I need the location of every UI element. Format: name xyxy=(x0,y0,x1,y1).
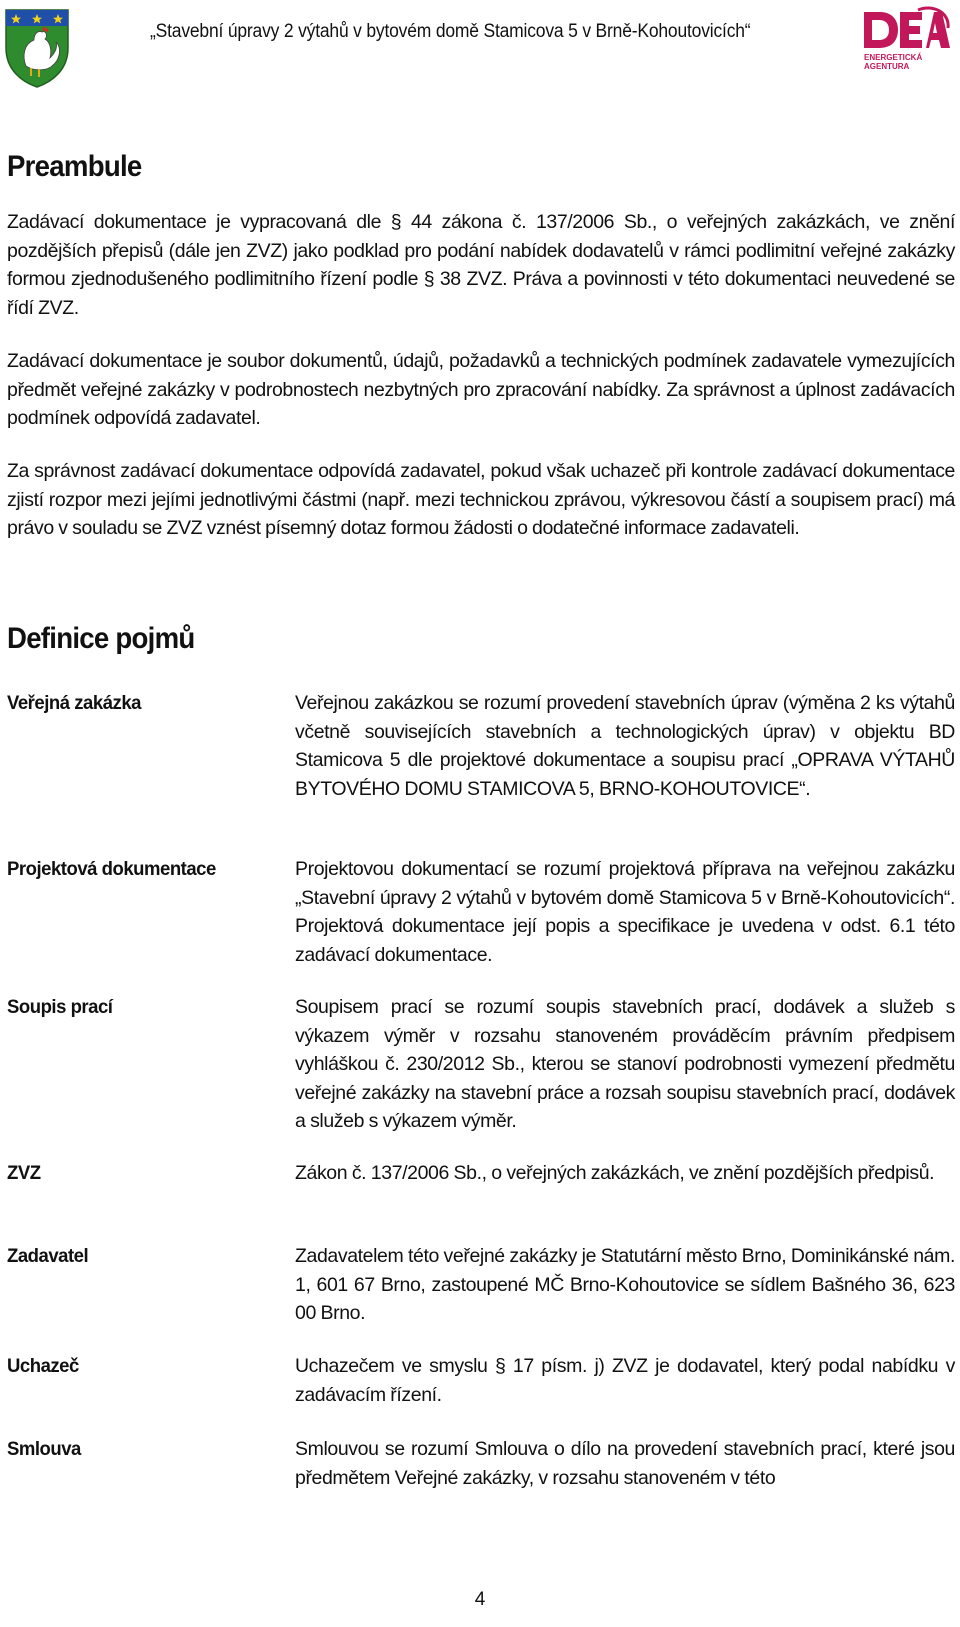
definition-text: Zadavatelem této veřejné zakázky je Statutární město Brno, Dominikánské nám. 1, 601 67 Brno, zastoupené MČ Brno-Kohoutovice se sídlem Bašného 36, 623 00 Brno. xyxy=(295,1245,955,1324)
definition-term: Zadavatel xyxy=(7,1245,89,1267)
definition-text: Veřejnou zakázkou se rozumí provedení stavebních úprav (výměna 2 ks výtahů včetně souvisejících stavebních a technologických úprav) v objektu BD Stamicova 5 dle projektové dokumentace a soupisu prací „OPRAVA VÝTAHŮ BYTOVÉHO DOMU STAMICOVA 5, BRNO-KOHOUTOVICE“. xyxy=(295,692,955,800)
logo-text-line1: ENERGETICKÁ xyxy=(864,53,923,62)
page-header xyxy=(0,0,960,90)
energeticka-agentura-logo xyxy=(860,6,954,72)
definition-term: Smlouva xyxy=(7,1438,81,1460)
document-header-title: „Stavební úpravy 2 výtahů v bytovém domě Stamicova 5 v Brně-Kohoutovicích“ xyxy=(150,21,751,42)
definition-term: ZVZ xyxy=(7,1162,41,1184)
preambule-paragraph-3: Za správnost zadávací dokumentace odpovídá zadavatel, pokud však uchazeč při kontrole zadávací dokumentace zjistí rozpor mezi jejími jednotlivými částmi (např. mezi technickou zprávou, výkresovou částí a soupisem prací) má právo v souladu se ZVZ vznést písemný dotaz formou žádosti o dodatečné informace zadavateli. xyxy=(7,460,955,539)
preambule-paragraph-1: Zadávací dokumentace je vypracovaná dle § 44 zákona č. 137/2006 Sb., o veřejných zakázkách, ve znění pozdějších přepisů (dále jen ZVZ) jako podklad pro podání nabídek dodavatelů v rámci podlimitní veřejné zakázky formou zjednodušeného podlimitního řízení podle § 38 ZVZ. Práva a povinnosti v této dokumentaci neuvedené se řídí ZVZ. xyxy=(7,211,955,319)
section-title-preambule: Preambule xyxy=(7,150,142,183)
definition-term: Uchazeč xyxy=(7,1355,79,1377)
definition-text: Soupisem prací se rozumí soupis stavebních prací, dodávek a služeb s výkazem výměr v rozsahu stanoveném prováděcím právním předpisem vyhláškou č. 230/2012 Sb., kterou se stanoví podrobnosti vymezení předmětu veřejné zakázky na stavební práce a rozsah soupisu stavebních prací, dodávek a služeb s výkazem výměr. xyxy=(295,996,955,1132)
coat-of-arms-logo xyxy=(4,8,70,88)
page-number: 4 xyxy=(474,1589,486,1610)
definition-term: Soupis prací xyxy=(7,996,113,1018)
logo-text-line2: AGENTURA xyxy=(864,62,910,71)
section-title-definitions: Definice pojmů xyxy=(7,622,195,655)
definition-term: Projektová dokumentace xyxy=(7,858,216,880)
definition-term: Veřejná zakázka xyxy=(7,692,141,714)
definition-text: Projektovou dokumentací se rozumí projektová příprava na veřejnou zakázku „Stavební úpravy 2 výtahů v bytovém domě Stamicova 5 v Brně-Kohoutovicích“. Projektová dokumentace její popis a specifikace je uvedena v odst. 6.1 této zadávací dokumentace. xyxy=(295,858,955,966)
preambule-paragraph-2: Zadávací dokumentace je soubor dokumentů, údajů, požadavků a technických podmínek zadavatele vymezujících předmět veřejné zakázky v podrobnostech nezbytných pro zpracování nabídky. Za správnost a úplnost zadávacích podmínek odpovídá zadavatel. xyxy=(7,350,955,429)
definition-text: Smlouvou se rozumí Smlouva o dílo na provedení stavebních prací, které jsou předmětem Veřejné zakázky, v rozsahu stanoveném v této xyxy=(295,1438,955,1489)
definition-text: Zákon č. 137/2006 Sb., o veřejných zakázkách, ve znění pozdějších předpisů. xyxy=(295,1162,935,1184)
definition-text: Uchazečem ve smyslu § 17 písm. j) ZVZ je dodavatel, který podal nabídku v zadávacím řízení. xyxy=(295,1355,955,1406)
